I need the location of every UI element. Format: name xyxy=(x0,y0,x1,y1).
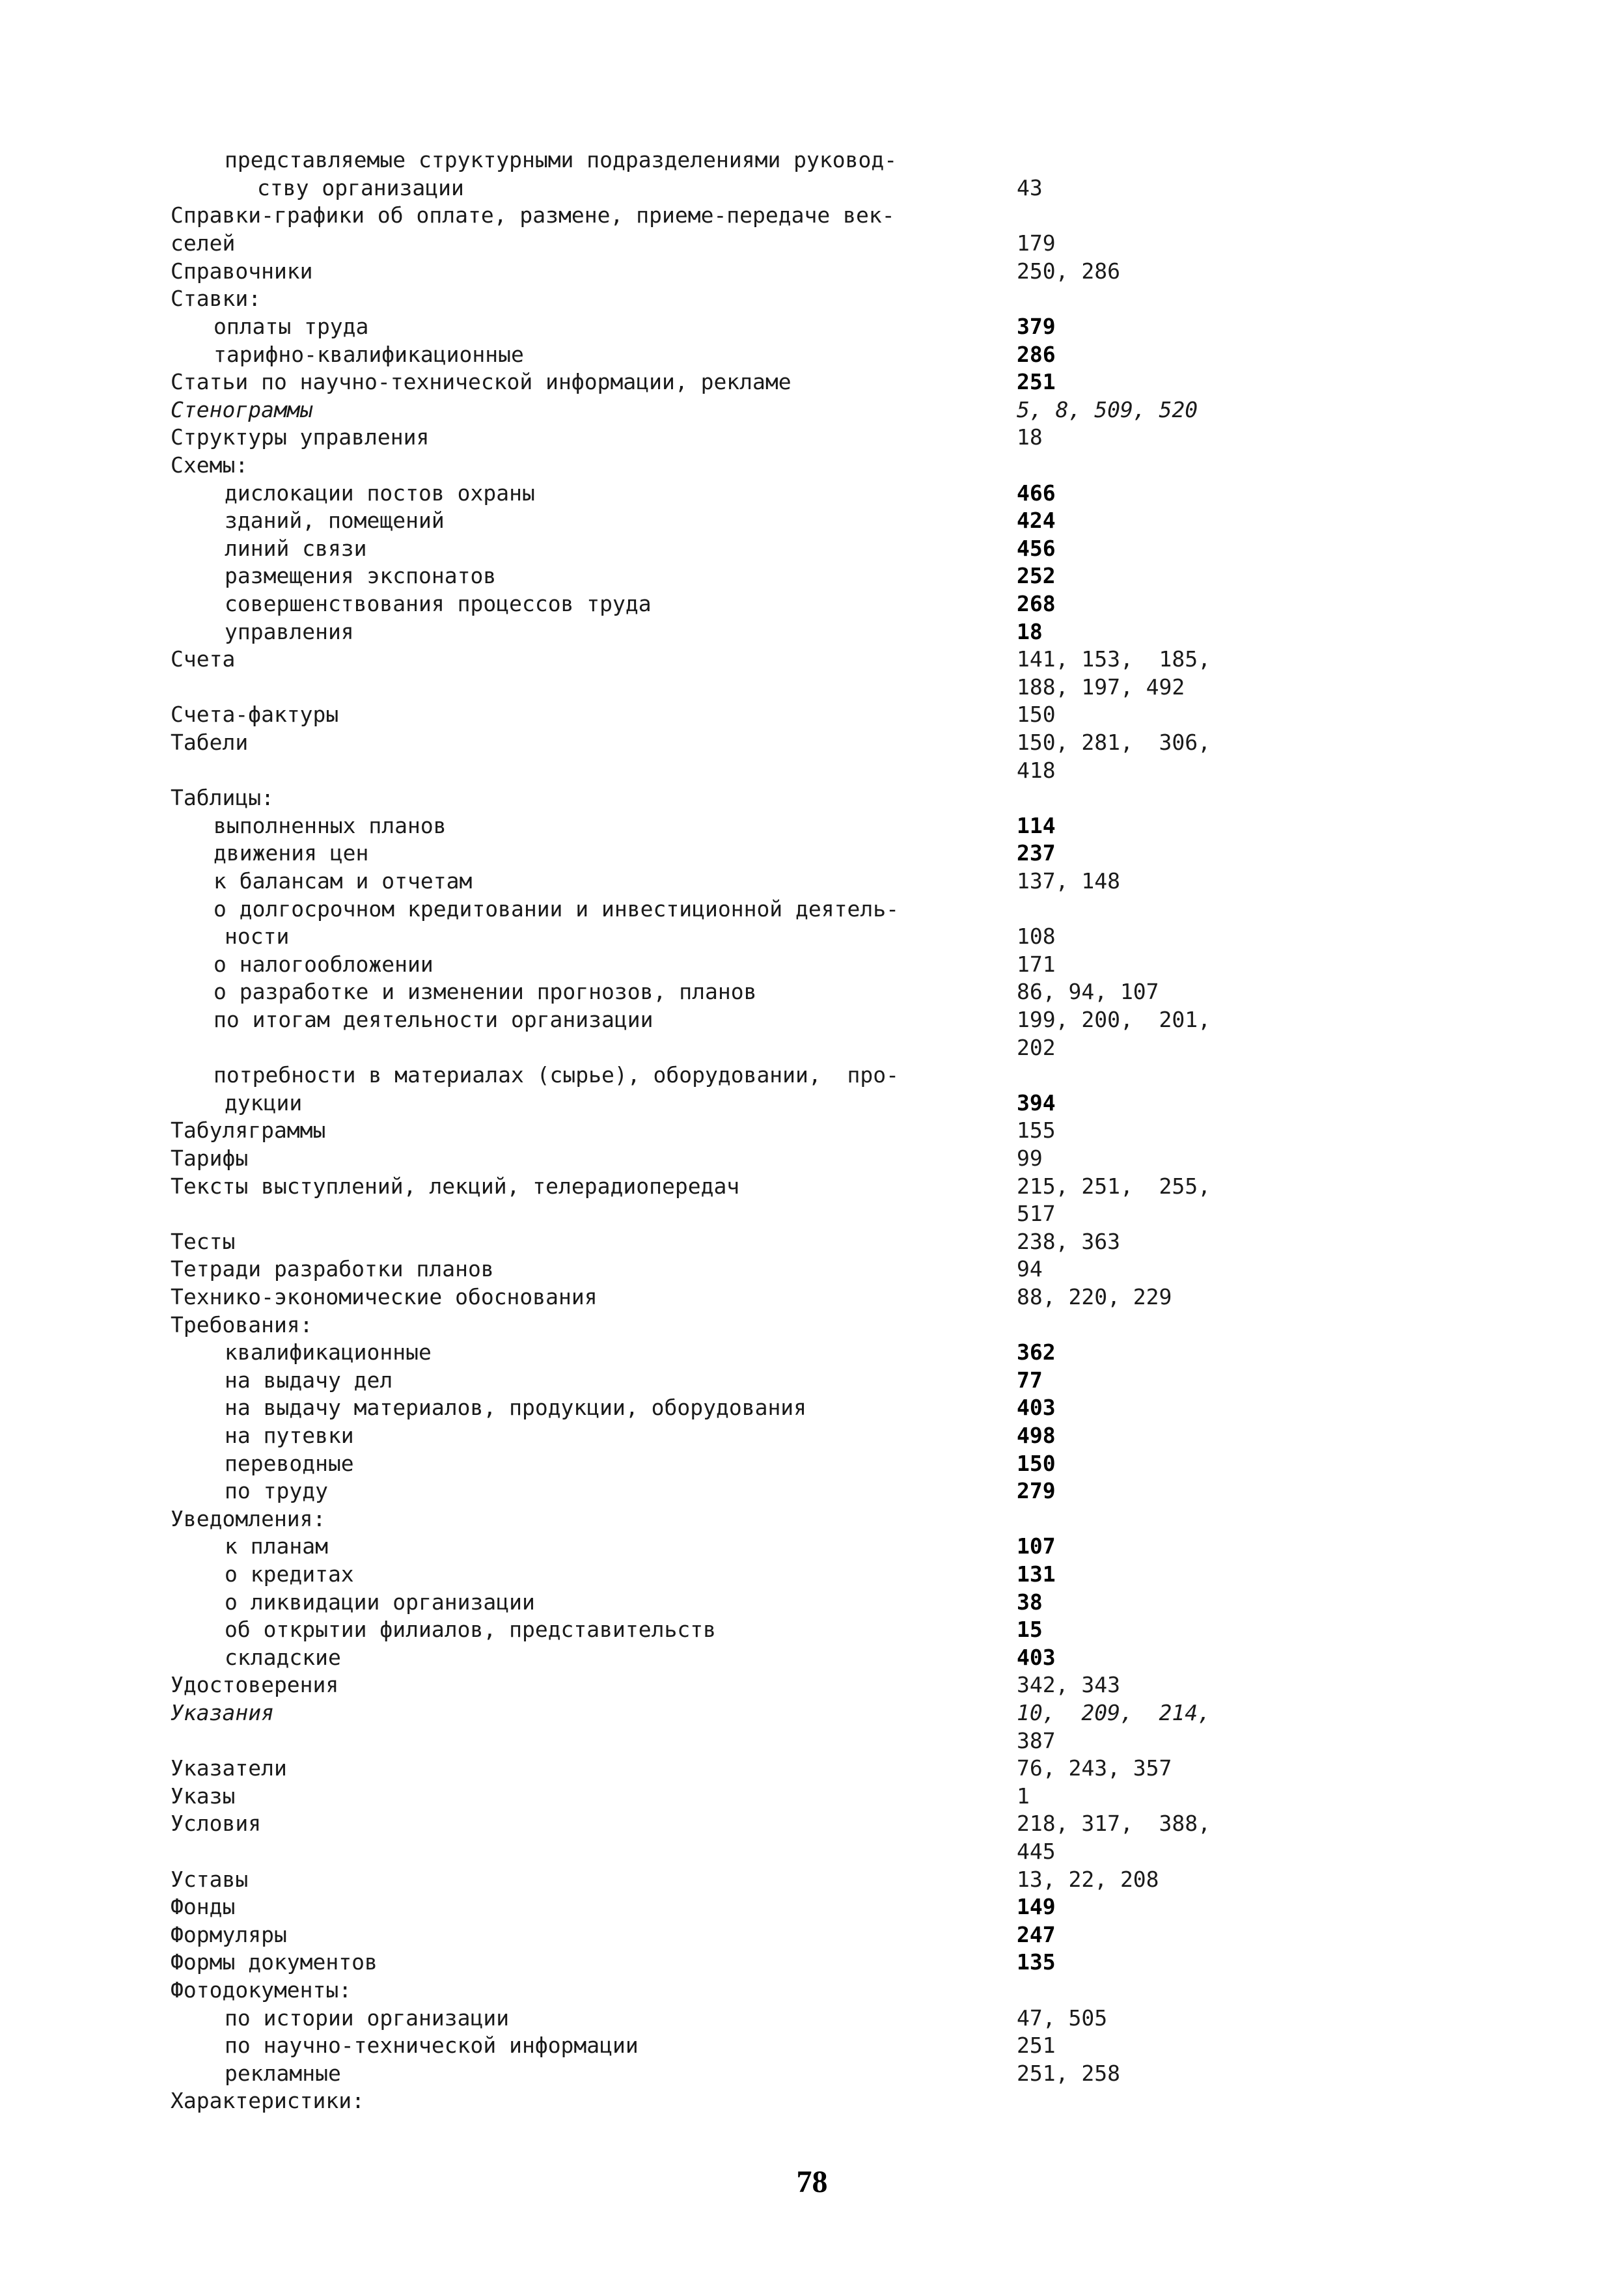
index-term: дукции xyxy=(225,1090,303,1116)
index-term: по научно-технической информации xyxy=(225,2033,639,2058)
index-entry xyxy=(0,285,1624,312)
index-page-refs: 268 xyxy=(1017,591,1056,616)
index-page-refs: 150 xyxy=(1017,1451,1056,1476)
index-term: о долгосрочном кредитовании и инвестиционной деятель- xyxy=(213,896,899,922)
index-page-refs: 38 xyxy=(1017,1589,1043,1615)
index-page-refs: 252 xyxy=(1017,563,1056,588)
index-page-refs: 13, 22, 208 xyxy=(1017,1867,1159,1892)
index-page-refs: 279 xyxy=(1017,1478,1056,1503)
index-page-refs: 141, 153, 185, xyxy=(1017,646,1211,672)
index-entry xyxy=(0,812,1624,840)
index-entry xyxy=(0,368,1624,396)
index-term: Указания xyxy=(171,1700,274,1725)
index-page-refs: 47, 505 xyxy=(1017,2005,1108,2031)
index-page-refs: 171 xyxy=(1017,952,1056,977)
index-term: управления xyxy=(225,619,354,644)
index-page-refs: 456 xyxy=(1017,536,1056,561)
index-entry xyxy=(0,1589,1624,1616)
index-page-refs: 424 xyxy=(1017,508,1056,533)
index-page-refs: 99 xyxy=(1017,1145,1043,1171)
index-term: Структуры управления xyxy=(171,424,430,450)
index-term: линий связи xyxy=(225,536,367,561)
index-page-refs: 150, 281, 306, xyxy=(1017,730,1211,755)
index-entry xyxy=(0,868,1624,895)
index-entry xyxy=(0,1644,1624,1671)
index-page-refs: 202 xyxy=(1017,1035,1056,1060)
index-entry xyxy=(0,1866,1624,1893)
index-entry xyxy=(0,1311,1624,1339)
index-entry xyxy=(0,729,1624,756)
index-entry xyxy=(0,2032,1624,2059)
index-term: Фонды xyxy=(171,1894,236,1919)
index-term: представляемые структурными подразделениями руковод- xyxy=(225,147,898,172)
index-page-refs: 517 xyxy=(1017,1201,1056,1226)
index-entry xyxy=(0,923,1624,950)
index-page-refs: 218, 317, 388, xyxy=(1017,1811,1211,1836)
index-entry xyxy=(0,951,1624,978)
index-page-refs: 251, 258 xyxy=(1017,2061,1120,2086)
index-entry xyxy=(0,230,1624,257)
index-entry xyxy=(0,1283,1624,1311)
index-entry xyxy=(0,258,1624,285)
index-term: Табуляграммы xyxy=(171,1117,326,1143)
index-entry xyxy=(0,1394,1624,1421)
index-entry xyxy=(0,1367,1624,1394)
index-term: Табели xyxy=(171,730,249,755)
index-entry xyxy=(0,1034,1624,1062)
index-term: размещения экспонатов xyxy=(225,563,497,588)
index-page-refs: 403 xyxy=(1017,1395,1056,1420)
index-page-refs: 76, 243, 357 xyxy=(1017,1755,1172,1781)
index-entry xyxy=(0,562,1624,590)
index-entry xyxy=(0,978,1624,1006)
index-entry xyxy=(0,2087,1624,2115)
index-term: Уведомления: xyxy=(171,1506,326,1531)
index-term: Статьи по научно-технической информации, рекламе xyxy=(171,369,791,394)
index-term: на выдачу материалов, продукции, оборудования xyxy=(225,1395,807,1420)
index-entry xyxy=(0,1699,1624,1727)
index-entry xyxy=(0,1145,1624,1172)
index-page-refs: 188, 197, 492 xyxy=(1017,674,1185,700)
index-term: Тесты xyxy=(171,1229,236,1254)
index-page-refs: 362 xyxy=(1017,1339,1056,1365)
index-term: Указатели xyxy=(171,1755,287,1781)
index-entry xyxy=(0,1810,1624,1837)
index-entry xyxy=(0,1062,1624,1089)
index-term: Тексты выступлений, лекций, телерадиопередач xyxy=(171,1173,740,1199)
index-entry xyxy=(0,701,1624,728)
index-page-refs: 237 xyxy=(1017,840,1056,866)
index-page-refs: 88, 220, 229 xyxy=(1017,1284,1172,1309)
index-page-refs: 137, 148 xyxy=(1017,868,1120,894)
index-entry xyxy=(0,2005,1624,2032)
index-term: Указы xyxy=(171,1783,236,1809)
index-entry xyxy=(0,1561,1624,1588)
index-entry xyxy=(0,1173,1624,1200)
index-term: Удостоверения xyxy=(171,1672,339,1697)
index-entry xyxy=(0,840,1624,867)
index-page-refs: 150 xyxy=(1017,702,1056,727)
index-page-refs: 135 xyxy=(1017,1949,1056,1975)
index-term: по истории организации xyxy=(225,2005,510,2031)
index-entry xyxy=(0,590,1624,618)
index-page-refs: 250, 286 xyxy=(1017,258,1120,284)
index-entry xyxy=(0,1090,1624,1117)
index-page-refs: 445 xyxy=(1017,1839,1056,1864)
index-term: зданий, помещений xyxy=(225,508,445,533)
index-page-refs: 247 xyxy=(1017,1922,1056,1947)
index-page-refs: 286 xyxy=(1017,342,1056,367)
index-entry xyxy=(0,1422,1624,1449)
index-entry xyxy=(0,757,1624,784)
index-entry xyxy=(0,646,1624,673)
index-term: на путевки xyxy=(225,1423,354,1448)
index-term: совершенствования процессов труда xyxy=(225,591,652,616)
index-entry xyxy=(0,1228,1624,1255)
index-page-refs: 149 xyxy=(1017,1894,1056,1919)
index-page-refs: 215, 251, 255, xyxy=(1017,1173,1211,1199)
index-entry xyxy=(0,1505,1624,1533)
index-term: Счета-фактуры xyxy=(171,702,339,727)
index-term: Уставы xyxy=(171,1867,249,1892)
index-term: об открытии филиалов, представительств xyxy=(225,1617,716,1642)
index-entry xyxy=(0,1977,1624,2004)
index-page-refs: 5, 8, 509, 520 xyxy=(1017,397,1198,422)
index-term: переводные xyxy=(225,1451,354,1476)
index-term: Стенограммы xyxy=(171,397,313,422)
index-entry xyxy=(0,174,1624,202)
index-entry xyxy=(0,1727,1624,1755)
index-entry xyxy=(0,618,1624,646)
index-term: о кредитах xyxy=(225,1561,354,1587)
index-entry xyxy=(0,1616,1624,1643)
index-term: к балансам и отчетам xyxy=(213,868,473,894)
index-page-refs: 86, 94, 107 xyxy=(1017,979,1159,1004)
index-entry xyxy=(0,1783,1624,1810)
index-entry xyxy=(0,1949,1624,1976)
index-term: Фотодокументы: xyxy=(171,1977,352,2003)
index-page-refs: 251 xyxy=(1017,2033,1056,2058)
index-entry xyxy=(0,674,1624,701)
index-term: складские xyxy=(225,1645,341,1670)
index-page-refs: 108 xyxy=(1017,924,1056,949)
index-term: Условия xyxy=(171,1811,262,1836)
index-term: к планам xyxy=(225,1533,328,1559)
index-term: Формуляры xyxy=(171,1922,287,1947)
index-entry xyxy=(0,535,1624,562)
index-term: о налогообложении xyxy=(213,952,434,977)
index-page-refs: 114 xyxy=(1017,813,1056,838)
index-entry xyxy=(0,1339,1624,1366)
index-entry xyxy=(0,1200,1624,1227)
index-entry xyxy=(0,480,1624,507)
index-entry xyxy=(0,1117,1624,1144)
index-page-refs: 77 xyxy=(1017,1367,1043,1393)
index-entry xyxy=(0,1006,1624,1034)
index-term: Тетради разработки планов xyxy=(171,1256,494,1282)
index-entry xyxy=(0,396,1624,424)
index-entry xyxy=(0,784,1624,812)
index-term: Справки-графики об оплате, размене, приеме-передаче век- xyxy=(171,202,895,228)
index-term: ству организации xyxy=(257,175,464,200)
index-page-refs: 394 xyxy=(1017,1090,1056,1116)
index-entry xyxy=(0,1921,1624,1949)
index-term: о разработке и изменении прогнозов, планов xyxy=(213,979,757,1004)
index-entry xyxy=(0,313,1624,340)
index-term: по итогам деятельности организации xyxy=(213,1007,654,1032)
index-entry xyxy=(0,507,1624,534)
index-page-refs: 18 xyxy=(1017,619,1043,644)
index-term: Характеристики: xyxy=(171,2088,365,2113)
index-page-refs: 18 xyxy=(1017,424,1043,450)
index-term: Формы документов xyxy=(171,1949,378,1975)
index-term: движения цен xyxy=(213,840,369,866)
index-term: Тарифы xyxy=(171,1145,249,1171)
index-entry xyxy=(0,1838,1624,1865)
index-page-refs: 179 xyxy=(1017,230,1056,256)
index-entry xyxy=(0,1533,1624,1560)
index-term: на выдачу дел xyxy=(225,1367,393,1393)
index-entry xyxy=(0,1255,1624,1283)
index-term: дислокации постов охраны xyxy=(225,480,535,506)
index-page-refs: 15 xyxy=(1017,1617,1043,1642)
index-entry xyxy=(0,452,1624,479)
index-entry xyxy=(0,1671,1624,1699)
index-page-refs: 379 xyxy=(1017,314,1056,339)
index-term: селей xyxy=(171,230,236,256)
index-entry xyxy=(0,146,1624,174)
index-term: Справочники xyxy=(171,258,313,284)
index-page-refs: 131 xyxy=(1017,1561,1056,1587)
index-page-refs: 43 xyxy=(1017,175,1043,200)
index-term: по труду xyxy=(225,1478,328,1503)
index-entry xyxy=(0,1893,1624,1921)
index-page-refs: 107 xyxy=(1017,1533,1056,1559)
index-term: Схемы: xyxy=(171,452,249,478)
index-page-refs: 466 xyxy=(1017,480,1056,506)
index-term: ности xyxy=(225,924,290,949)
index-term: о ликвидации организации xyxy=(225,1589,535,1615)
index-entry xyxy=(0,1477,1624,1505)
index-page-refs: 403 xyxy=(1017,1645,1056,1670)
index-page-refs: 155 xyxy=(1017,1117,1056,1143)
index-page-refs: 418 xyxy=(1017,758,1056,783)
index-entry xyxy=(0,1755,1624,1782)
page-number: 78 xyxy=(796,2165,828,2199)
index-term: тарифно-квалификационные xyxy=(213,342,524,367)
index-entry xyxy=(0,341,1624,368)
index-term: рекламные xyxy=(225,2061,341,2086)
index-term: Счета xyxy=(171,646,236,672)
index-entry xyxy=(0,202,1624,229)
index-term: Требования: xyxy=(171,1312,313,1337)
index-page-refs: 238, 363 xyxy=(1017,1229,1120,1254)
index-term: выполненных планов xyxy=(213,813,447,838)
index-term: Технико-экономические обоснования xyxy=(171,1284,598,1309)
index-entry xyxy=(0,1450,1624,1477)
index-page-refs: 342, 343 xyxy=(1017,1672,1120,1697)
index-page-refs: 1 xyxy=(1017,1783,1030,1809)
index-page-refs: 387 xyxy=(1017,1728,1056,1753)
index-entry xyxy=(0,896,1624,923)
index-term: потребности в материалах (сырье), оборудовании, про- xyxy=(213,1062,899,1088)
index-page-refs: 498 xyxy=(1017,1423,1056,1448)
index-term: Ставки: xyxy=(171,286,262,311)
index-page-refs: 251 xyxy=(1017,369,1056,394)
index-page-refs: 94 xyxy=(1017,1256,1043,1282)
index-page-refs: 10, 209, 214, xyxy=(1017,1700,1211,1725)
index-term: квалификационные xyxy=(225,1339,432,1365)
index-term: Таблицы: xyxy=(171,785,274,810)
index-entry xyxy=(0,424,1624,451)
index-entry xyxy=(0,2060,1624,2087)
index-page-refs: 199, 200, 201, xyxy=(1017,1007,1211,1032)
index-term: оплаты труда xyxy=(213,314,369,339)
